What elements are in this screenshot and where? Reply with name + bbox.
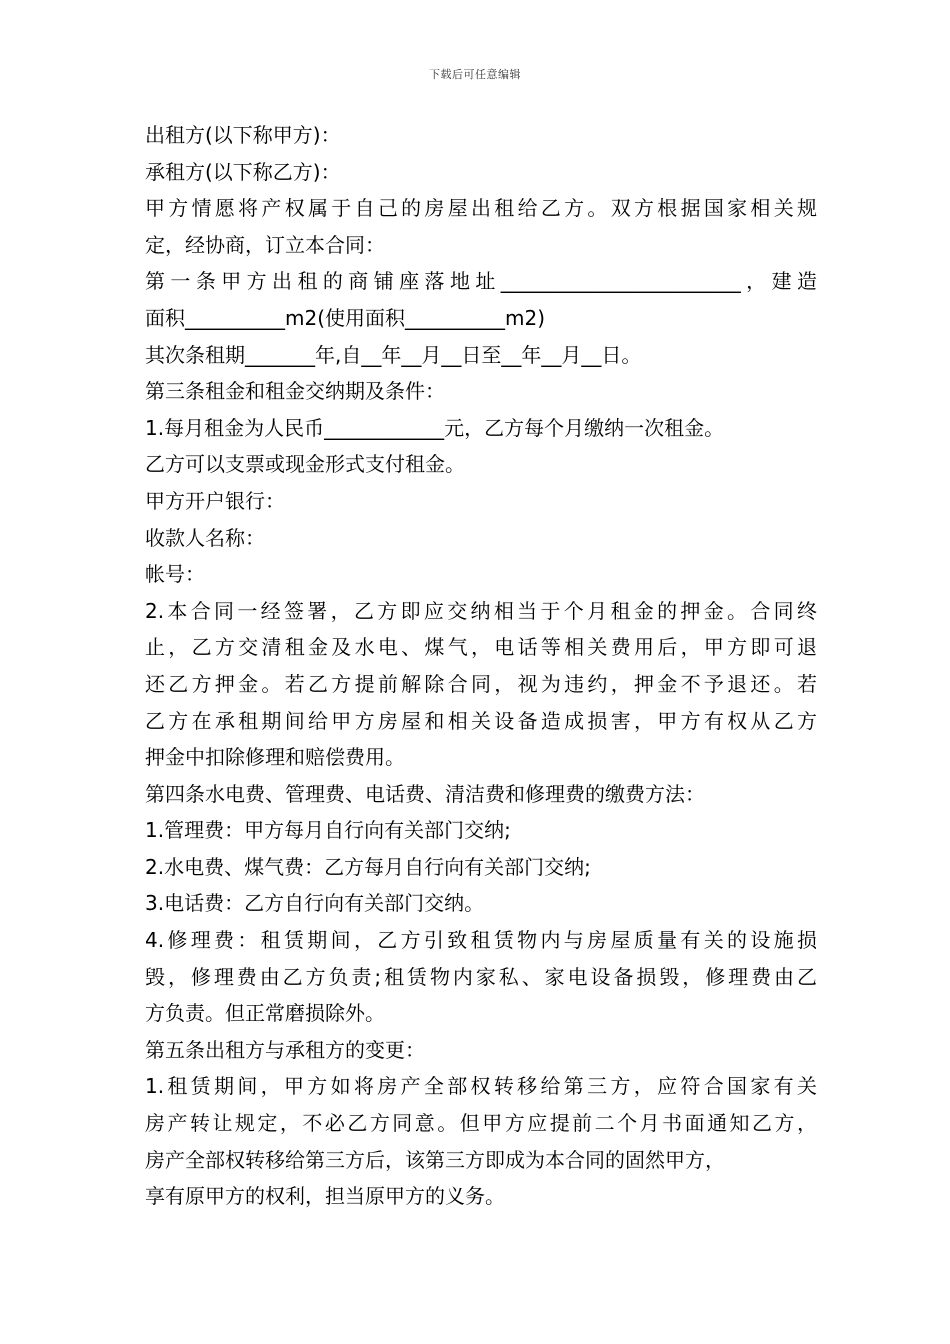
contract-line: 第五条出租方与承租方的变更： [145,1037,425,1062]
contract-body [145,117,817,1215]
contract-line: 还乙方押金。若乙方提前解除合同，视为违约，押金不予退还。若 [145,671,817,696]
contract-line: 乙方可以支票或现金形式支付租金。 [145,452,465,477]
contract-line: 甲方开户银行： [145,488,285,513]
contract-line: 第四条水电费、管理费、电话费、清洁费和修理费的缴费方法： [145,781,705,806]
contract-line: 出租方(以下称甲方)： [145,123,341,147]
contract-line: 1.租赁期间，甲方如将房产全部权转移给第三方，应符合国家有关 [145,1074,817,1099]
contract-line: 第一条甲方出租的商铺座落地址________________________，建造 [145,269,817,294]
contract-line: 方负责。但正常磨损除外。 [145,1001,385,1026]
contract-line: 收款人名称： [145,525,265,550]
contract-line: 面积__________m2(使用面积__________m2) [145,305,546,330]
contract-line: 享有原甲方的权利，担当原甲方的义务。 [145,1184,505,1209]
page-header: 下载后可任意编辑 [429,68,521,81]
contract-line: 帐号： [145,562,205,587]
contract-line: 4.修理费：租赁期间，乙方引致租赁物内与房屋质量有关的设施损 [145,928,817,953]
contract-line: 承租方(以下称乙方)： [145,159,341,184]
contract-line: 2.水电费、煤气费：乙方每月自行向有关部门交纳; [145,854,591,879]
contract-line: 1.每月租金为人民币____________元，乙方每个月缴纳一次租金。 [145,415,725,440]
contract-line: 2.本合同一经签署，乙方即应交纳相当于个月租金的押金。合同终 [145,598,817,623]
contract-line: 房产转让规定，不必乙方同意。但甲方应提前二个月书面通知乙方， [145,1111,817,1136]
contract-line: 押金中扣除修理和赔偿费用。 [145,745,405,770]
contract-line: 其次条租期_______年,自__年__月__日至__年__月__日。 [145,342,642,367]
contract-line: 3.电话费：乙方自行向有关部门交纳。 [145,891,485,916]
contract-line: 第三条租金和租金交纳期及条件： [145,379,445,404]
contract-line: 定，经协商，订立本合同： [145,232,385,257]
contract-line: 乙方在承租期间给甲方房屋和相关设备造成损害，甲方有权从乙方 [145,708,817,733]
contract-line: 甲方情愿将产权属于自己的房屋出租给乙方。双方根据国家相关规 [145,196,817,221]
contract-line: 1.管理费：甲方每月自行向有关部门交纳; [145,818,511,843]
contract-line: 毁，修理费由乙方负责;租赁物内家私、家电设备损毁，修理费由乙 [145,964,817,989]
contract-line: 止，乙方交清租金及水电、煤气，电话等相关费用后，甲方即可退 [145,635,817,660]
contract-line: 房产全部权转移给第三方后，该第三方即成为本合同的固然甲方， [145,1147,725,1172]
